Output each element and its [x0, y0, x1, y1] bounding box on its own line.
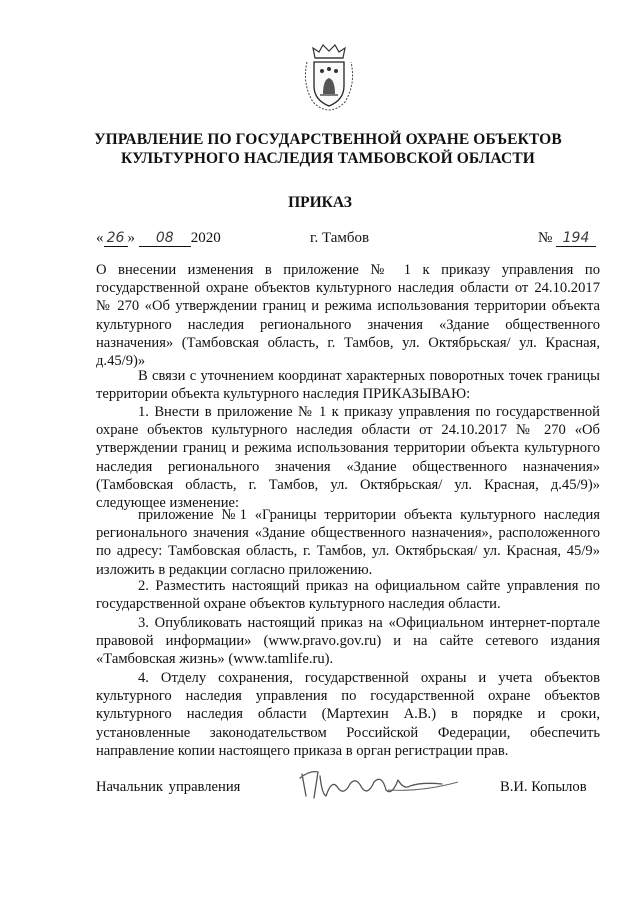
- coat-of-arms-icon: [299, 42, 359, 112]
- order-number-value: 194: [556, 231, 596, 247]
- order-date: « 26 » 08 2020: [96, 230, 221, 246]
- signatory-name: В.И. Копылов: [500, 779, 587, 795]
- date-number-line: [96, 230, 600, 252]
- order-number: № 194: [538, 230, 596, 247]
- order-city: г. Тамбов: [310, 230, 370, 246]
- organization-title-line-2: КУЛЬТУРНОГО НАСЛЕДИЯ ТАМБОВСКОЙ ОБЛАСТИ: [121, 150, 535, 167]
- signatory-position: Начальник управления: [96, 779, 241, 795]
- document-type: ПРИКАЗ: [288, 194, 352, 211]
- organization-title: [60, 130, 596, 168]
- order-item-1-quote: приложение №1 «Границы территории объекта культурного наследия регионального значения «Здание общественного назначения», расположенного по адресу: Тамбовская область, г. Тамбов, ул. Октябрьская/ ул. Красная, 45/9» изложить в редакции согласно приложению.: [96, 507, 600, 578]
- handwritten-signature: [292, 760, 462, 808]
- order-item-2: 2. Разместить настоящий приказ на официальном сайте управления по государственной охране объектов культурного наследия области.: [96, 578, 600, 613]
- order-subject: О внесении изменения в приложение № 1 к приказу управления по государственной охране объектов культурного наследия области от 24.10.2017 № 270 «Об утверждении границ и режима использования территории объекта культурного наследия регионального значения «Здание общественного назначения» (Тамбовская область, г. Тамбов, ул. Октябрьская/ ул. Красная, д.45/9)»: [96, 262, 600, 370]
- order-month: 08: [139, 231, 191, 247]
- organization-title-line-1: УПРАВЛЕНИЕ ПО ГОСУДАРСТВЕННОЙ ОХРАНЕ ОБЪЕКТОВ: [94, 131, 562, 148]
- order-preamble: В связи с уточнением координат характерных поворотных точек границы территории объекта культурного наследия ПРИКАЗЫВАЮ:: [96, 368, 600, 403]
- order-item-4: 4. Отделу сохранения, государственной охраны и учета объектов культурного наследия управления по государственной охране объектов культурного наследия области (Мартехин А.В.) в порядке и сроки, установленные законодательством Российской Федерации, обеспечить направление копии настоящего приказа в орган регистрации прав.: [96, 670, 600, 759]
- order-item-1: 1. Внести в приложение № 1 к приказу управления по государственной охране объектов культурного наследия области от 24.10.2017 № 270 «Об утверждении границ и режима использования территории объекта культурного наследия регионального значения «Здание общественного назначения» (Тамбовская область, г. Тамбов, ул. Октябрьская/ ул. Красная, д.45/9)» следующее изменение:: [96, 404, 600, 512]
- order-item-3: 3. Опубликовать настоящий приказ на «Официальном интернет-портале правовой информации» (www.pravo.gov.ru) и на сайте сетевого издания «Тамбовская жизнь» (www.tamlife.ru).: [96, 615, 600, 668]
- order-year: 2020: [190, 230, 221, 246]
- order-day: 26: [104, 231, 128, 247]
